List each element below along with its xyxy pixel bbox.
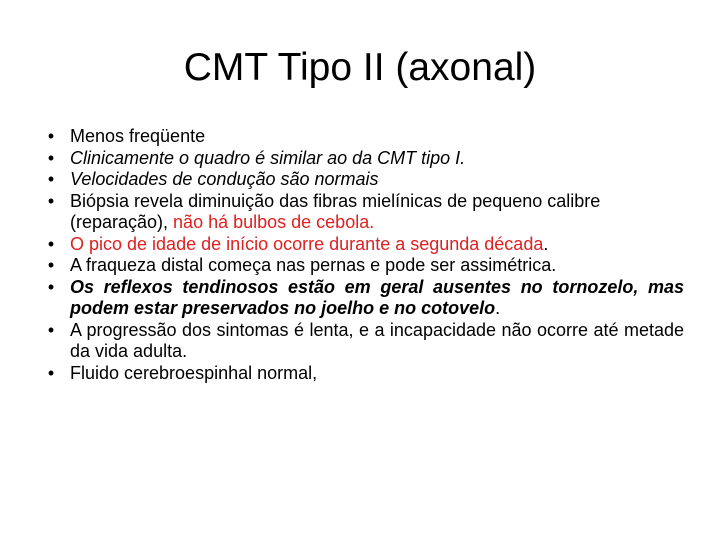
bullet-dot-icon: •: [47, 255, 55, 275]
bullet-dot-icon: •: [47, 362, 55, 383]
bullet-dot-icon: •: [47, 169, 55, 189]
bullet-dot-icon: •: [47, 147, 55, 168]
bullet-dot-icon: •: [47, 319, 55, 340]
bullet-item: [44, 277, 684, 320]
bullet-item: [44, 126, 684, 148]
bullet-dot-icon: •: [47, 276, 55, 297]
bullet-text: A progressão dos sintomas é lenta, e a incapacidade não ocorre até metade da vida adulta.: [70, 319, 684, 361]
bullet-item: [44, 363, 684, 385]
bullet-text: Velocidades de condução são normais: [70, 169, 379, 189]
slide-title: CMT Tipo II (axonal): [183, 46, 537, 89]
bullet-emphasis: Os reflexos tendinosos estão em geral ausentes no tornozelo, mas podem estar preservados no joelho e no cotovelo: [70, 276, 684, 318]
bullet-text: .: [543, 233, 549, 254]
bullet-text: Biópsia revela diminuição das fibras mielínicas de pequeno calibre (reparação),: [70, 190, 601, 232]
bullet-dot-icon: •: [47, 233, 55, 254]
bullet-item: [44, 191, 684, 234]
bullet-highlight: não há bulbos de cebola.: [173, 212, 375, 232]
bullet-text: A fraqueza distal começa nas pernas e pode ser assimétrica.: [70, 255, 557, 275]
bullet-item: [44, 234, 684, 256]
bullet-item: [44, 148, 684, 170]
bullet-highlight: O pico de idade de início ocorre durante a segunda década: [70, 233, 544, 254]
bullet-list: [44, 126, 684, 384]
bullet-text: Clinicamente o quadro é similar ao da CMT tipo I.: [70, 147, 466, 168]
bullet-dot-icon: •: [47, 190, 55, 211]
bullet-item: [44, 255, 684, 277]
bullet-dot-icon: •: [47, 126, 55, 146]
bullet-text: Fluido cerebroespinhal normal,: [70, 362, 318, 383]
bullet-item: [44, 169, 684, 191]
bullet-item: [44, 320, 684, 363]
bullet-text: Menos freqüente: [70, 126, 206, 146]
bullet-text: .: [495, 298, 501, 318]
